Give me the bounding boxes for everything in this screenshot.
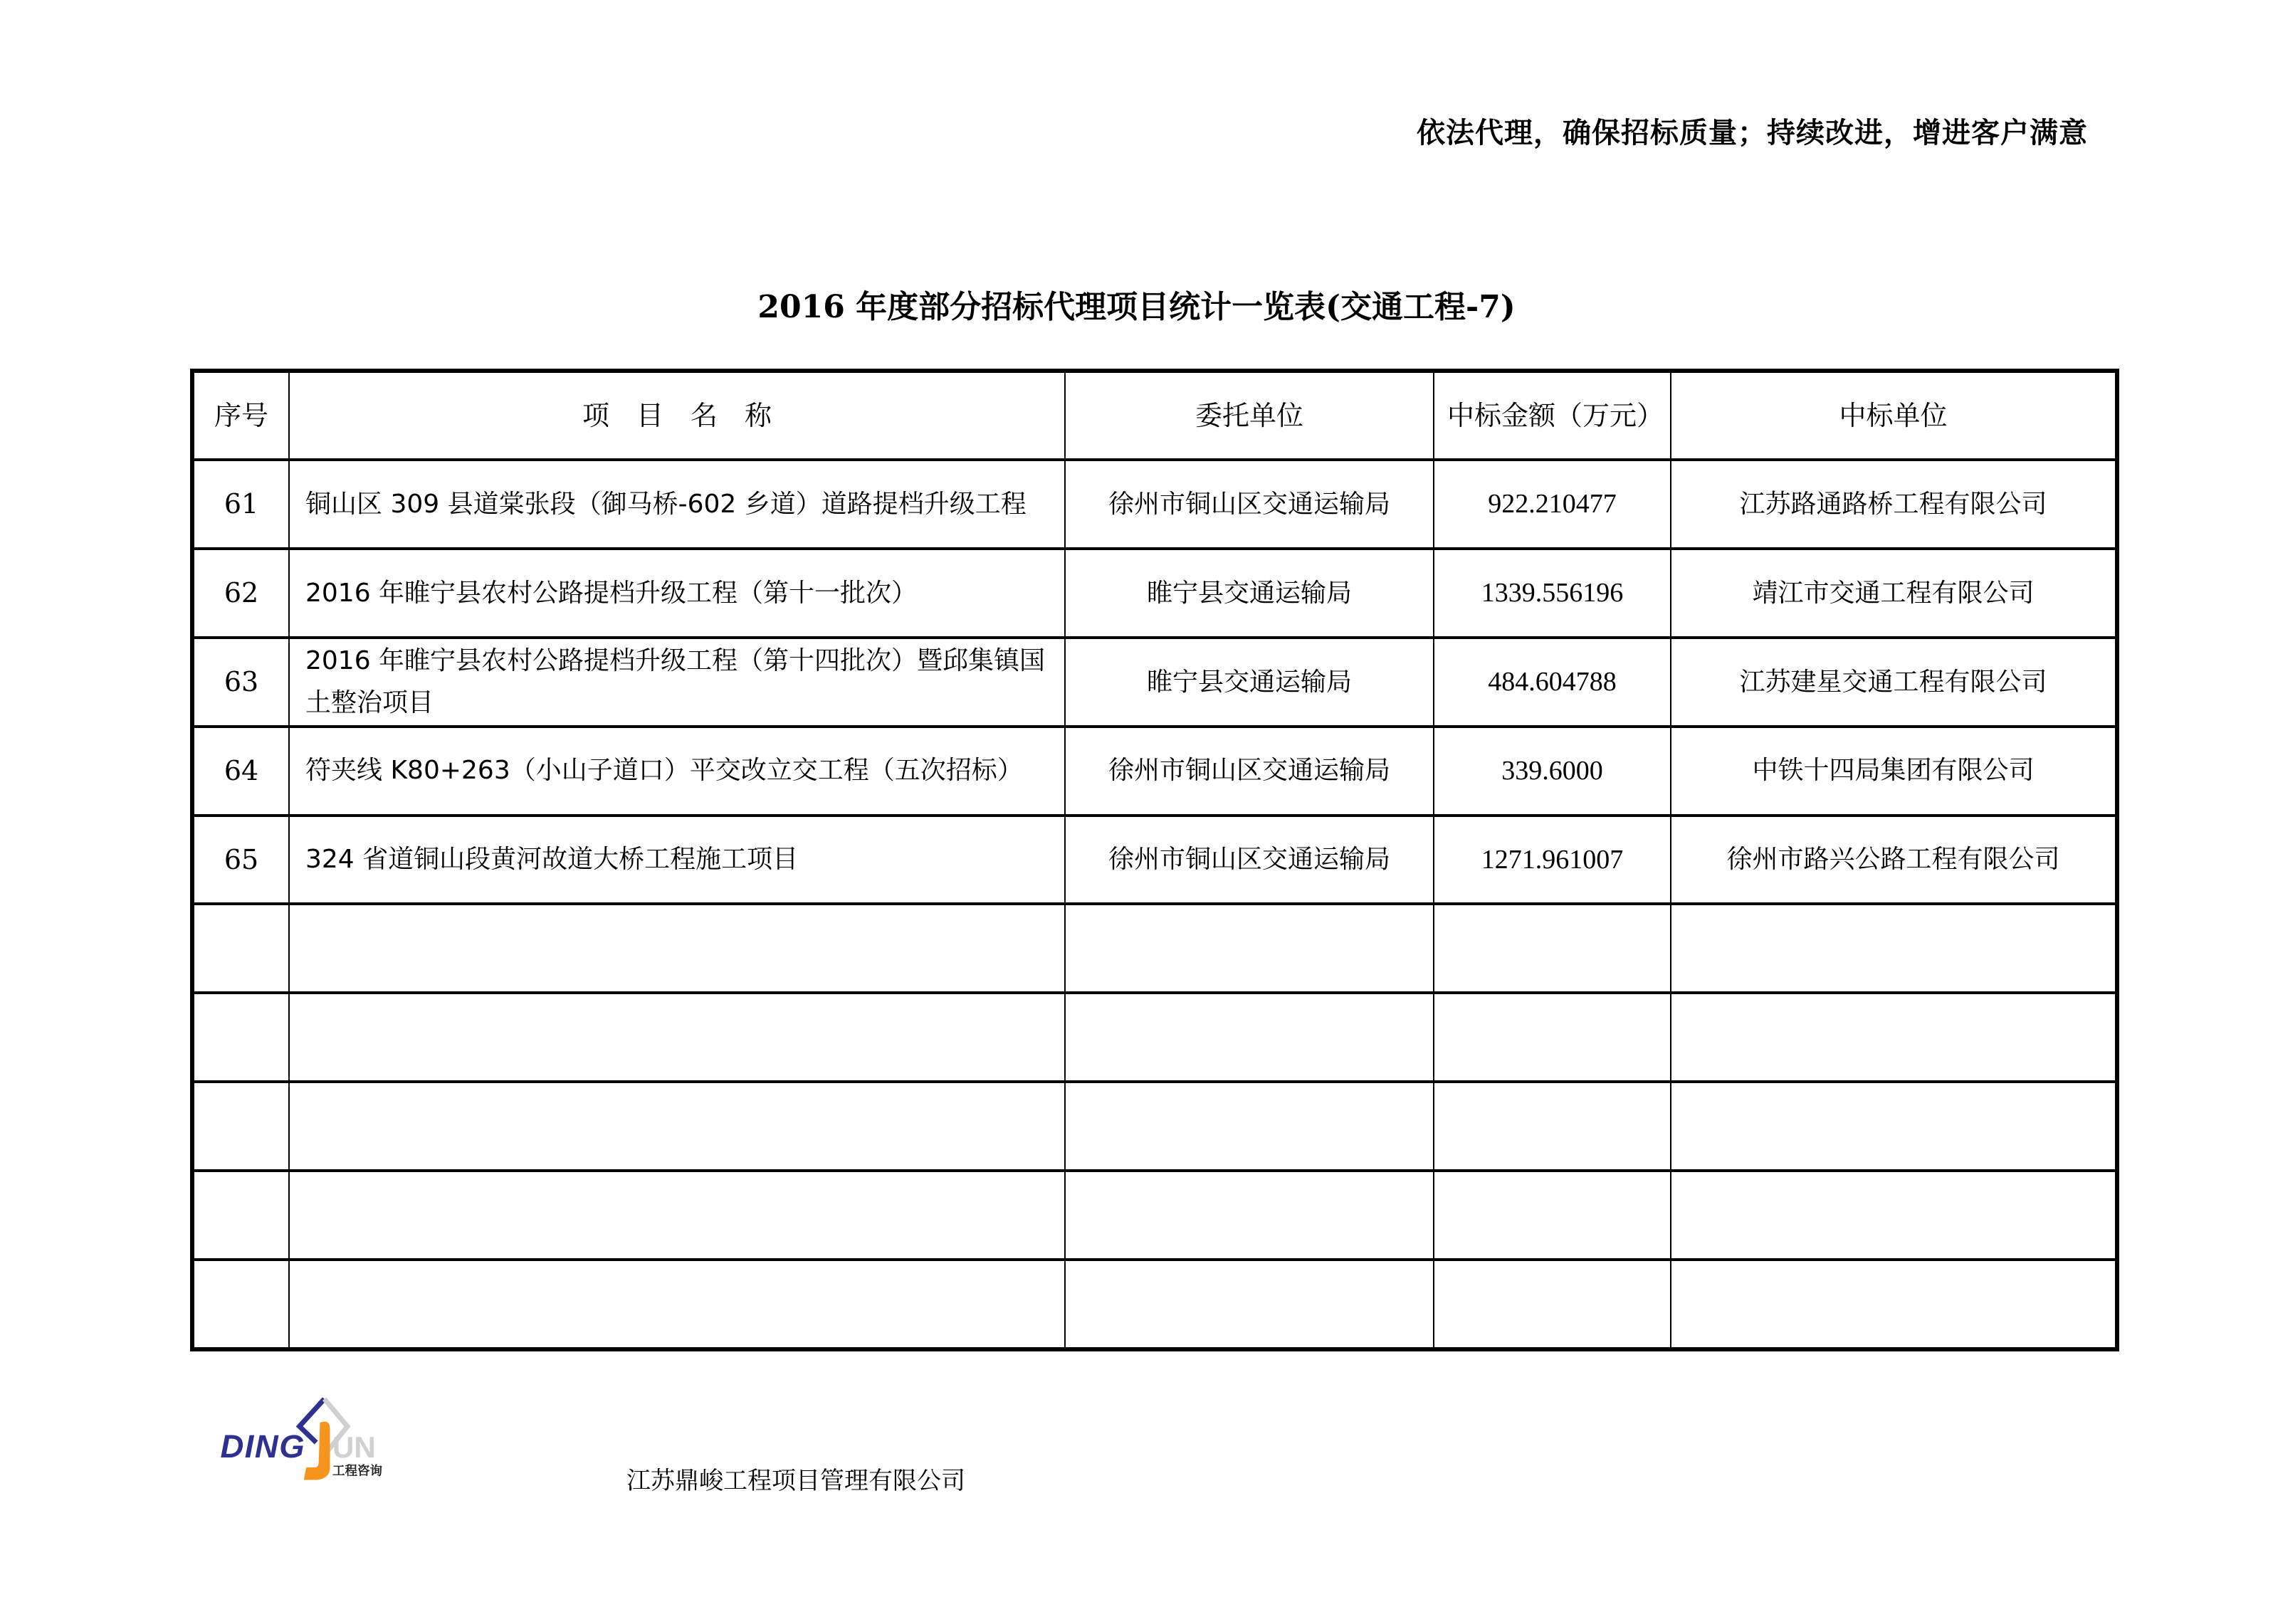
- document-title: 2016 年度部分招标代理项目统计一览表(交通工程-7): [757, 289, 1516, 325]
- project-statistics-table: [190, 369, 2119, 1351]
- cell-client: 徐州市铜山区交通运输局: [1065, 816, 1434, 905]
- cell-client: [1065, 1260, 1434, 1349]
- logo-j-icon: [304, 1422, 330, 1480]
- cell-client: 睢宁县交通运输局: [1065, 549, 1434, 638]
- column-header-project-name: 项 目 名 称: [289, 371, 1065, 460]
- cell-index: [192, 1260, 289, 1349]
- cell-winner: 中铁十四局集团有限公司: [1671, 727, 2117, 816]
- cell-amount: 922.210477: [1434, 460, 1671, 549]
- cell-winner: [1671, 1082, 2117, 1171]
- cell-winner: [1671, 1260, 2117, 1349]
- cell-amount: [1434, 993, 1671, 1082]
- table-row: [192, 460, 2117, 549]
- table-row: [192, 638, 2117, 727]
- cell-index: [192, 1171, 289, 1260]
- cell-amount: 1271.961007: [1434, 816, 1671, 905]
- table-row: [192, 816, 2117, 905]
- cell-index: 62: [192, 549, 289, 638]
- cell-project-name: 2016 年睢宁县农村公路提档升级工程（第十四批次）暨邱集镇国土整治项目: [289, 638, 1065, 727]
- cell-index: [192, 1082, 289, 1171]
- column-header-winner: 中标单位: [1671, 371, 2117, 460]
- table-row-empty: [192, 1171, 2117, 1260]
- cell-project-name: [289, 1082, 1065, 1171]
- table-row-empty: [192, 904, 2117, 993]
- table-row-empty: [192, 1082, 2117, 1171]
- cell-index: [192, 904, 289, 993]
- cell-amount: 1339.556196: [1434, 549, 1671, 638]
- cell-index: 61: [192, 460, 289, 549]
- cell-client: 徐州市铜山区交通运输局: [1065, 727, 1434, 816]
- cell-index: 65: [192, 816, 289, 905]
- column-header-index: 序号: [192, 371, 289, 460]
- cell-project-name: 铜山区 309 县道棠张段（御马桥-602 乡道）道路提档升级工程: [289, 460, 1065, 549]
- cell-project-name: [289, 1260, 1065, 1349]
- cell-client: [1065, 904, 1434, 993]
- cell-client: [1065, 993, 1434, 1082]
- cell-client: 睢宁县交通运输局: [1065, 638, 1434, 727]
- cell-winner: 江苏路通路桥工程有限公司: [1671, 460, 2117, 549]
- cell-amount: 339.6000: [1434, 727, 1671, 816]
- cell-amount: [1434, 1082, 1671, 1171]
- cell-winner: [1671, 993, 2117, 1082]
- footer-company-name: 江苏鼎峻工程项目管理有限公司: [626, 1467, 965, 1495]
- table-row-empty: [192, 993, 2117, 1082]
- cell-amount: [1434, 904, 1671, 993]
- cell-project-name: [289, 993, 1065, 1082]
- cell-project-name: 324 省道铜山段黄河故道大桥工程施工项目: [289, 816, 1065, 905]
- cell-index: 64: [192, 727, 289, 816]
- table-row: [192, 549, 2117, 638]
- cell-winner: 徐州市路兴公路工程有限公司: [1671, 816, 2117, 905]
- cell-index: [192, 993, 289, 1082]
- table-row-empty: [192, 1260, 2117, 1349]
- column-header-amount: 中标金额（万元）: [1434, 371, 1671, 460]
- logo-subtitle: 工程咨询: [332, 1464, 382, 1479]
- cell-winner: [1671, 1171, 2117, 1260]
- cell-project-name: [289, 904, 1065, 993]
- cell-amount: [1434, 1171, 1671, 1260]
- logo-text-un: UN: [332, 1430, 376, 1464]
- cell-client: 徐州市铜山区交通运输局: [1065, 460, 1434, 549]
- cell-winner: 靖江市交通工程有限公司: [1671, 549, 2117, 638]
- table-row: [192, 727, 2117, 816]
- cell-winner: [1671, 904, 2117, 993]
- cell-index: 63: [192, 638, 289, 727]
- cell-winner: 江苏建星交通工程有限公司: [1671, 638, 2117, 727]
- table-header-row: [192, 371, 2117, 460]
- cell-amount: [1434, 1260, 1671, 1349]
- column-header-client: 委托单位: [1065, 371, 1434, 460]
- cell-project-name: 2016 年睢宁县农村公路提档升级工程（第十一批次）: [289, 549, 1065, 638]
- header-motto: 依法代理，确保招标质量；持续改进，增进客户满意: [1417, 117, 2088, 149]
- cell-client: [1065, 1082, 1434, 1171]
- dingjun-logo: [206, 1388, 399, 1487]
- logo-text-ding: DING: [220, 1428, 305, 1465]
- cell-amount: 484.604788: [1434, 638, 1671, 727]
- cell-client: [1065, 1171, 1434, 1260]
- cell-project-name: [289, 1171, 1065, 1260]
- cell-project-name: 符夹线 K80+263（小山子道口）平交改立交工程（五次招标）: [289, 727, 1065, 816]
